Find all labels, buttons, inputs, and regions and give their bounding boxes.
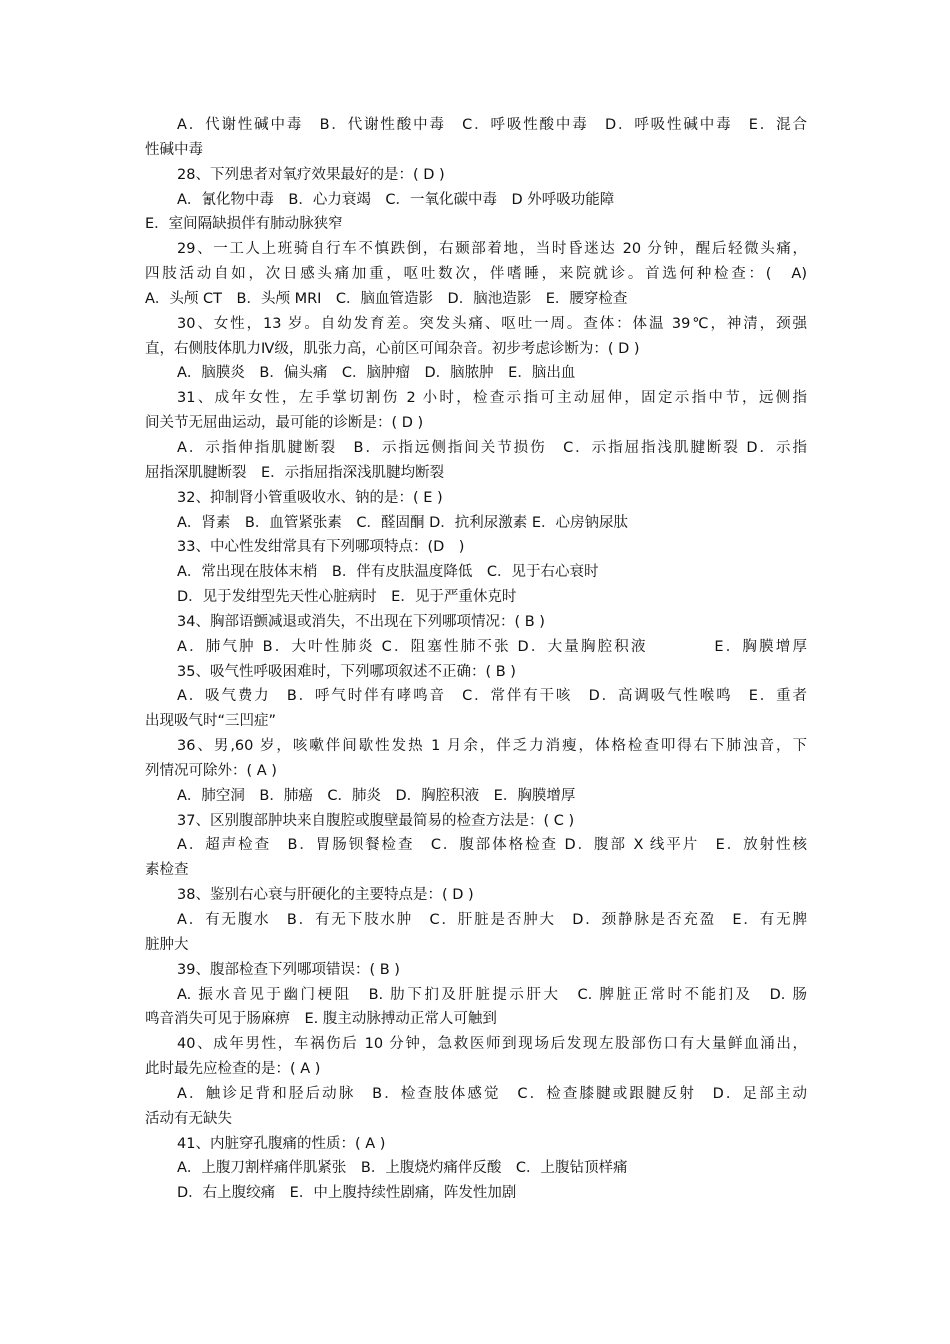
text-line: A．肺空洞 B．肺癌 C．肺炎 D．胸腔积液 E．胸膜增厚	[177, 787, 576, 804]
text-line: 活动有无缺失	[145, 1110, 232, 1127]
text-line: A. 振水音见于幽门梗阻 B. 肋下扪及肝脏提示肝大 C. 脾脏正常时不能扪及 D. 肠	[177, 986, 807, 1003]
text-line: 出现吸气时“三凹症”	[145, 713, 277, 730]
text-line: 31、成年女性，左手掌切割伤 2 小时，检查示指可主动屈伸，固定示指中节，远侧指	[177, 390, 807, 407]
text-line: 脏肿大	[145, 936, 189, 953]
text-line: A．肾素 B．血管紧张素 C．醛固酮 D．抗利尿激素 E．心房钠尿肽	[177, 514, 629, 531]
text-line: 列情况可除外：( A )	[145, 762, 277, 779]
text-line: A．氰化物中毒 B．心力衰竭 C．一氧化碳中毒 D 外呼吸功能障	[177, 191, 615, 208]
text-line: A．超声检查 B．胃肠钡餐检查 C．腹部体格检查 D．腹部 X 线平片 E．放射性核	[177, 837, 807, 854]
text-line: 29、一工人上班骑自行车不慎跌倒，右颞部着地，当时昏迷达 20 分钟，醒后轻微头痛，	[177, 241, 807, 258]
text-line: E．室间隔缺损伴有肺动脉狭窄	[145, 216, 343, 233]
text-line: 36、男,60 岁，咳嗽伴间歇性发热 1 月余，伴乏力消瘦，体格检查叩得右下肺浊音，下	[177, 738, 807, 755]
text-line: 素检查	[145, 862, 189, 879]
text-line: 33、中心性发绀常具有下列哪项特点：(D )	[177, 539, 465, 556]
text-line: A．脑膜炎 B．偏头痛 C．脑肿瘤 D．脑脓肿 E．脑出血	[177, 365, 576, 382]
text-line: 34、胸部语颤减退或消失，不出现在下列哪项情况：( B )	[177, 613, 545, 630]
text-line: 28、下列患者对氧疗效果最好的是：( D )	[177, 166, 445, 183]
text-line: A．示指伸指肌腱断裂 B．示指远侧指间关节损伤 C．示指屈指浅肌腱断裂 D．示指	[177, 439, 807, 456]
text-line: A．肺气肿 B．大叶性肺炎 C．阻塞性肺不张 D．大量胸腔积液 E．胸膜增厚	[177, 638, 807, 655]
document-page	[145, 113, 807, 1206]
text-line: 屈指深肌腱断裂 E．示指屈指深浅肌腱均断裂	[145, 464, 445, 481]
text-line: 性碱中毒	[145, 141, 203, 158]
text-line: D．见于发绀型先天性心脏病时 E．见于严重休克时	[177, 589, 517, 606]
text-line: A．有无腹水 B．有无下肢水肿 C．肝脏是否肿大 D．颈静脉是否充盈 E．有无脾	[177, 912, 807, 928]
text-line: A．吸气费力 B．呼气时伴有哮鸣音 C．常伴有干咳 D．高调吸气性喉鸣 E．重者	[177, 688, 807, 705]
text-line: 间关节无屈曲运动，最可能的诊断是：( D )	[145, 415, 424, 432]
text-line: 此时最先应检查的是：( A )	[145, 1061, 321, 1078]
text-line: 38、鉴别右心衰与肝硬化的主要特点是：( D )	[177, 887, 474, 904]
text-line: 30、女性，13 岁。自幼发育差。突发头痛、呕吐一周。查体：体温 39℃，神清，颈强	[177, 315, 807, 332]
text-line: A．常出现在肢体末梢 B．伴有皮肤温度降低 C．见于右心衰时	[177, 564, 599, 581]
text-line: 40、成年男性，车祸伤后 10 分钟，急救医师到现场后发现左股部伤口有大量鲜血涌出，	[177, 1036, 807, 1053]
text-line: 鸣音消失可见于肠麻痹 E. 腹主动脉搏动正常人可触到	[145, 1011, 497, 1028]
text-line: A．触诊足背和胫后动脉 B．检查肢体感觉 C．检查膝腱或跟腱反射 D．足部主动	[177, 1085, 807, 1102]
text-line: A．上腹刀割样痛伴肌紧张 B．上腹烧灼痛伴反酸 C．上腹钻顶样痛	[177, 1160, 628, 1177]
text-line: 41、内脏穿孔腹痛的性质：( A )	[177, 1135, 386, 1152]
text-line: 35、吸气性呼吸困难时，下列哪项叙述不正确：( B )	[177, 663, 516, 680]
text-line: 直，右侧肢体肌力Ⅳ级，肌张力高，心前区可闻杂音。初步考虑诊断为：( D )	[145, 340, 640, 357]
text-line: A．头颅 CT B．头颅 MRI C．脑血管造影 D．脑池造影 E．腰穿检查	[145, 290, 628, 307]
text-line: 32、抑制肾小管重吸收水、钠的是：( E )	[177, 489, 443, 506]
text-line: 39、腹部检查下列哪项错误：( B )	[177, 961, 400, 978]
text-line: D．右上腹绞痛 E．中上腹持续性剧痛，阵发性加剧	[177, 1185, 517, 1202]
text-line: 四肢活动自如，次日感头痛加重，呕吐数次，伴嗜睡，来院就诊。首选何种检查：( A)	[145, 266, 807, 283]
text-line: A．代谢性碱中毒 B．代谢性酸中毒 C．呼吸性酸中毒 D．呼吸性碱中毒 E．混合	[177, 117, 807, 133]
text-line: 37、区别腹部肿块来自腹腔或腹壁最简易的检查方法是：( C )	[177, 812, 575, 829]
